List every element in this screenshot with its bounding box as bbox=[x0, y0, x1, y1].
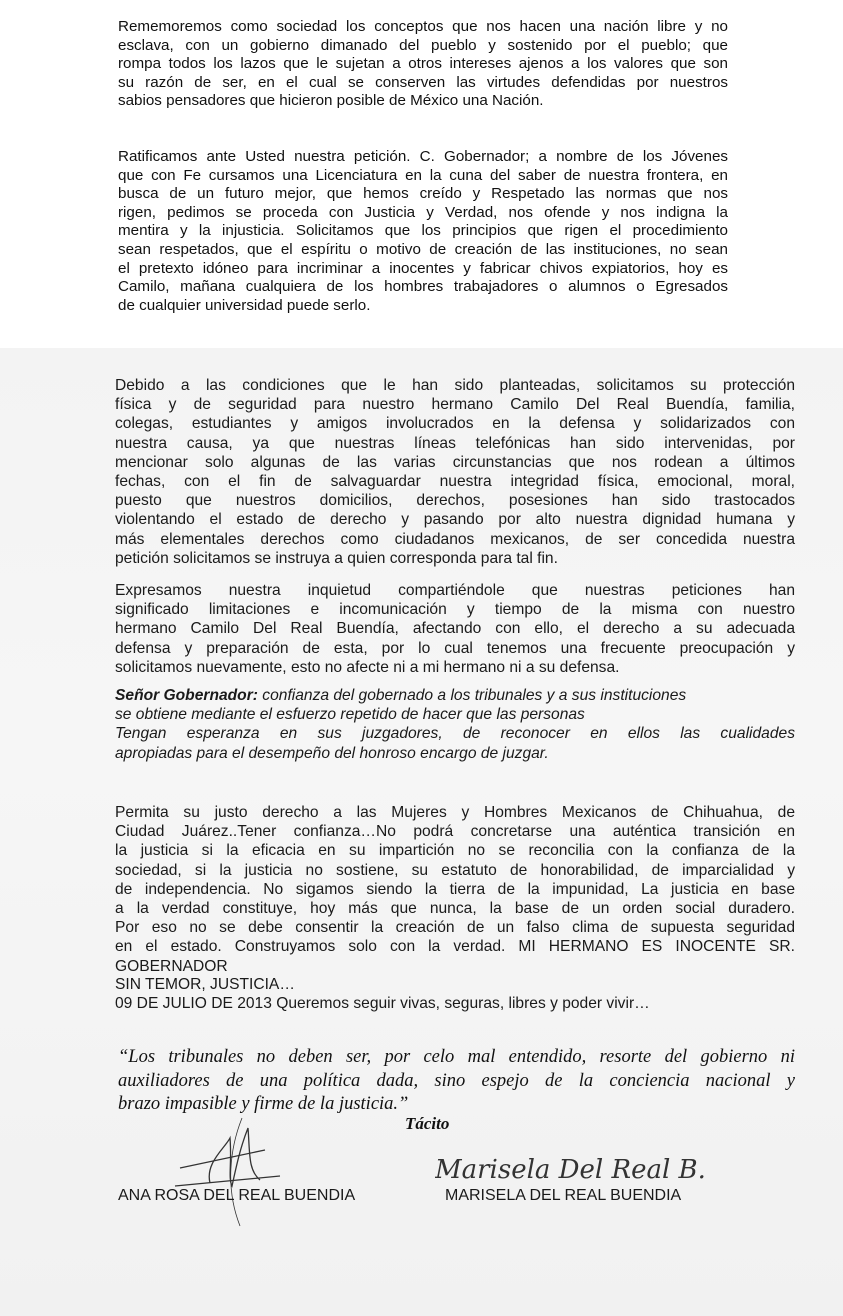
text-line: Por eso no se debe consentir la creación de un falso clima de supuesta seguridad bbox=[115, 919, 795, 937]
text-line: de cualquier universidad puede serlo. bbox=[118, 296, 371, 314]
quote-author: Tácito bbox=[405, 1114, 450, 1133]
tacito-quote bbox=[118, 1046, 795, 1117]
text-line: busca de un futuro mejor, que hemos creído y Respetado las normas que nos bbox=[118, 185, 728, 203]
text-line: física y de seguridad para nuestro hermano Camilo Del Real Buendía, familia, bbox=[115, 396, 795, 414]
signer-right-name: MARISELA DEL REAL BUENDIA bbox=[445, 1187, 682, 1204]
text-line: nuestra causa, ya que nuestras líneas telefónicas han sido intervenidas, por bbox=[115, 434, 795, 452]
text-line: más elementales derechos como ciudadanos mexicanos, de ser concedida nuestra bbox=[115, 530, 795, 548]
text-line: Rememoremos como sociedad los conceptos que nos hacen una nación libre y no bbox=[118, 18, 728, 35]
text-line: Expresamos nuestra inquietud compartiéndole que nuestras peticiones han bbox=[115, 582, 795, 599]
text-line: sociedad, si la justicia no sostiene, su estatuto de honorabilidad, de imparcialidad y bbox=[115, 861, 795, 879]
text-line: en el estado. Construyamos solo con la verdad. MI HERMANO ES INOCENTE SR. bbox=[115, 938, 795, 956]
text-line: colegas, estudiantes y amigos involucrados en la defensa y solidarizados con bbox=[115, 415, 795, 433]
closing-lines bbox=[115, 975, 795, 1013]
text-line: esclava, con un gobierno dimanado del pueblo y sostenido por el pueblo; que bbox=[118, 36, 728, 54]
text-line: puesto que nuestros domicilios, derechos, posesiones han sido trastocados bbox=[115, 492, 795, 510]
text-line: Permita su justo derecho a las Mujeres y Hombres Mexicanos de Chihuahua, de bbox=[115, 804, 795, 821]
text-line: SIN TEMOR, JUSTICIA… bbox=[115, 976, 295, 993]
paragraph-senor-gobernador bbox=[115, 686, 795, 763]
text-line: 09 DE JULIO DE 2013 Queremos seguir vivas, seguras, libres y poder vivir… bbox=[115, 995, 650, 1013]
signature-marisela bbox=[435, 1140, 725, 1190]
text-line: “Los tribunales no deben ser, por celo mal entendido, resorte del gobierno ni bbox=[118, 1047, 795, 1067]
text-line: GOBERNADOR bbox=[115, 957, 228, 975]
paragraph-proteccion bbox=[115, 376, 795, 568]
text-line: Ratificamos ante Usted nuestra petición. C. Gobernador; a nombre de los Jóvenes bbox=[118, 148, 728, 165]
text-line: rompa todos los lazos que le sujetan a otros intereses ajenos a los valores que son bbox=[118, 55, 728, 73]
text-line: violentando el estado de derecho y pasando por alto nuestra dignidad humana y bbox=[115, 511, 795, 529]
text-line: a la verdad constituye, hoy más que nunca, la base de un orden social duradero. bbox=[115, 899, 795, 917]
line-text: confianza del gobernado a los tribunales y a sus instituciones bbox=[257, 687, 687, 704]
signer-left-name: ANA ROSA DEL REAL BUENDIA bbox=[118, 1187, 356, 1204]
text-line: mentira y la injusticia. Solicitamos que los principios que rigen el procedimiento bbox=[118, 222, 728, 240]
text-line: fechas, con el fin de salvaguardar nuestra integridad física, emocional, moral, bbox=[115, 472, 795, 490]
text-line: significado limitaciones e incomunicación y tiempo de la misma con nuestro bbox=[115, 601, 795, 619]
text-line: Camilo, mañana cualquiera de los hombres trabajadores o alumnos o Egresados bbox=[118, 278, 728, 296]
text-line: solicitamos nuevamente, esto no afecte ni a mi hermano ni a su defensa. bbox=[115, 658, 620, 676]
text-line: petición solicitamos se instruya a quien corresponda para tal fin. bbox=[115, 549, 558, 567]
text-line: que con Fe cursamos una Licenciatura en la cuna del saber de nuestra frontera, en bbox=[118, 166, 728, 184]
paragraph-ratificamos bbox=[118, 148, 728, 315]
lead-text: Señor Gobernador: bbox=[115, 687, 258, 704]
text-line: se obtiene mediante el esfuerzo repetido de hacer que las personas bbox=[115, 706, 585, 724]
text-line: defensa y preparación de esta, por lo cual tenemos una frecuente preocupación y bbox=[115, 639, 795, 657]
text-line: auxiliadores de una política dada, sino espejo de la conciencia nacional y bbox=[118, 1070, 795, 1091]
text-line: de independencia. No sigamos siendo la tierra de la impunidad, La justicia en base bbox=[115, 880, 795, 898]
text-line: rigen, pedimos se proceda con Justicia y Verdad, nos ofende y nos indigna la bbox=[118, 203, 728, 221]
text-line: apropiadas para el desempeño del honroso encargo de juzgar. bbox=[115, 744, 549, 762]
text-line: Tengan esperanza en sus juzgadores, de reconocer en ellos las cualidades bbox=[115, 725, 795, 743]
text-line: su razón de ser, en el cual se conserven las virtudes defendidas por nuestros bbox=[118, 73, 728, 91]
handwritten-signature-text: Marisela Del Real B. bbox=[435, 1155, 706, 1185]
text-line: la justicia si la eficacia en su impartición no se reconcilia con la confianza de la bbox=[115, 842, 795, 860]
paragraph-permita bbox=[115, 803, 795, 976]
paragraph-rememoremos bbox=[118, 18, 728, 111]
text-line: Debido a las condiciones que le han sido planteadas, solicitamos su protección bbox=[115, 377, 795, 394]
text-line: mencionar solo algunas de las varias circunstancias que nos rodean a últimos bbox=[115, 453, 795, 471]
signature-ana-rosa bbox=[170, 1108, 310, 1228]
text-line bbox=[115, 686, 795, 705]
text-line: hermano Camilo Del Real Buendía, afectando con ello, el derecho a su adecuada bbox=[115, 620, 795, 638]
text-line: sabios pensadores que hicieron posible de México una Nación. bbox=[118, 92, 544, 110]
text-line: brazo impasible y firme de la justicia.” bbox=[118, 1094, 409, 1114]
text-line: el pretexto idóneo para incriminar a inocentes y fabricar chivos expiatorios, hoy es bbox=[118, 259, 728, 277]
text-line: Ciudad Juárez..Tener confianza…No podrá concretarse una auténtica transición en bbox=[115, 823, 795, 841]
text-line: sean respetados, que el espíritu o motivo de creación de las instituciones, no sean bbox=[118, 240, 728, 258]
paragraph-inquietud bbox=[115, 581, 795, 677]
